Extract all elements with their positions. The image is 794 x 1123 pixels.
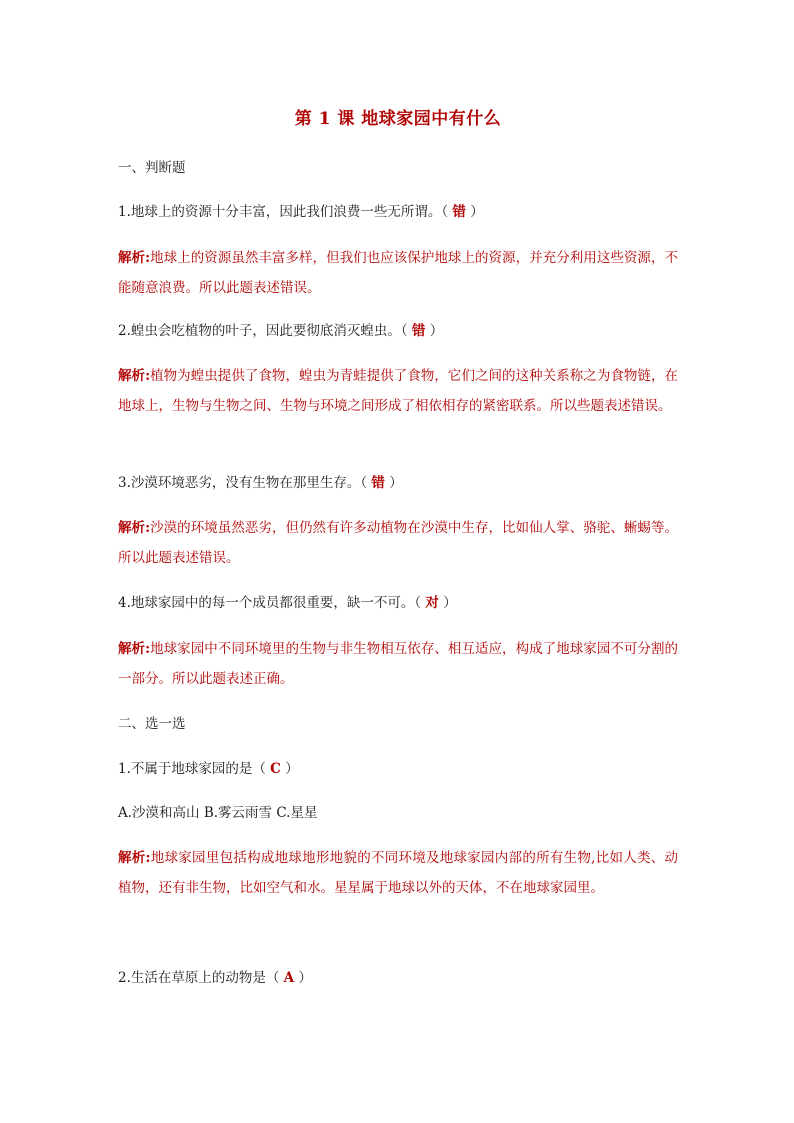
answer-mark: A	[283, 970, 295, 986]
explanation-label: 解析:	[118, 641, 151, 657]
explanation-label: 解析:	[118, 520, 151, 536]
answer-mark: 对	[425, 595, 439, 611]
explanation-text: 地球家园里包括构成地球地形地貌的不同环境及地球家园内部的所有生物,比如人类、动植物，还有非生物，比如空气和水。星星属于地球以外的天体，不在地球家园里。	[118, 850, 679, 896]
question-text: 1.不属于地球家园的是（	[118, 761, 271, 777]
question-close: ）	[438, 595, 457, 611]
judge-question-2	[118, 317, 678, 345]
section-heading-judge: 一、判断题	[118, 160, 186, 176]
question-close: ）	[425, 323, 444, 339]
explanation-text: 植物为蝗虫提供了食物，蝗虫为青蛙提供了食物，它们之间的这种关系称之为食物链，在地球上，生物与生物之间、生物与环境之间形成了相依相存的紧密联系。所以些题表述错误。	[118, 368, 679, 414]
judge-question-3	[118, 469, 678, 497]
explanation-label: 解析:	[118, 250, 151, 266]
choose-question-1	[118, 755, 678, 783]
judge-explanation-4	[118, 634, 678, 694]
answer-mark: 错	[411, 323, 426, 339]
question-close: ）	[280, 761, 299, 777]
judge-question-1	[118, 198, 678, 226]
judge-question-4	[118, 589, 678, 617]
explanation-text: 沙漠的环境虽然恶劣，但仍然有许多动植物在沙漠中生存，比如仙人掌、骆驼、蜥蜴等。所以此题表述错误。	[118, 520, 679, 566]
answer-mark: 错	[371, 475, 385, 491]
judge-explanation-3	[118, 513, 678, 573]
explanation-label: 解析:	[118, 850, 151, 866]
question-text: 1.地球上的资源十分丰富，因此我们浪费一些无所谓。（	[118, 204, 453, 220]
explanation-label: 解析:	[118, 368, 151, 384]
explanation-text: 地球上的资源虽然丰富多样，但我们也应该保护地球上的资源，并充分利用这些资源，不能随意浪费。所以此题表述错误。	[118, 250, 679, 296]
question-text: 3.沙漠环境恶劣，没有生物在那里生存。（	[118, 475, 372, 491]
question-text: 2.生活在草原上的动物是（	[118, 970, 284, 986]
question-close: ）	[294, 970, 312, 986]
question-close: ）	[465, 204, 484, 220]
question-close: ）	[384, 475, 403, 491]
page-title: 第 1 课 地球家园中有什么	[294, 109, 502, 129]
choose-explanation-1	[118, 843, 678, 903]
question-text: 2.蝗虫会吃植物的叶子，因此要彻底消灭蝗虫。（	[118, 323, 412, 339]
choose-question-2	[118, 964, 678, 992]
section-heading-choose: 二、选一选	[118, 716, 186, 732]
explanation-text: 地球家园中不同环境里的生物与非生物相互依存、相互适应，构成了地球家园不可分割的一部分。所以此题表述正确。	[118, 641, 679, 687]
question-text: 4.地球家园中的每一个成员都很重要，缺一不可。（	[118, 595, 426, 611]
choose-options-1: A.沙漠和高山 B.雾云雨雪 C.星星	[118, 805, 318, 821]
judge-explanation-2	[118, 361, 678, 421]
answer-mark: C	[270, 761, 281, 777]
judge-explanation-1	[118, 243, 678, 303]
answer-mark: 错	[452, 204, 466, 220]
